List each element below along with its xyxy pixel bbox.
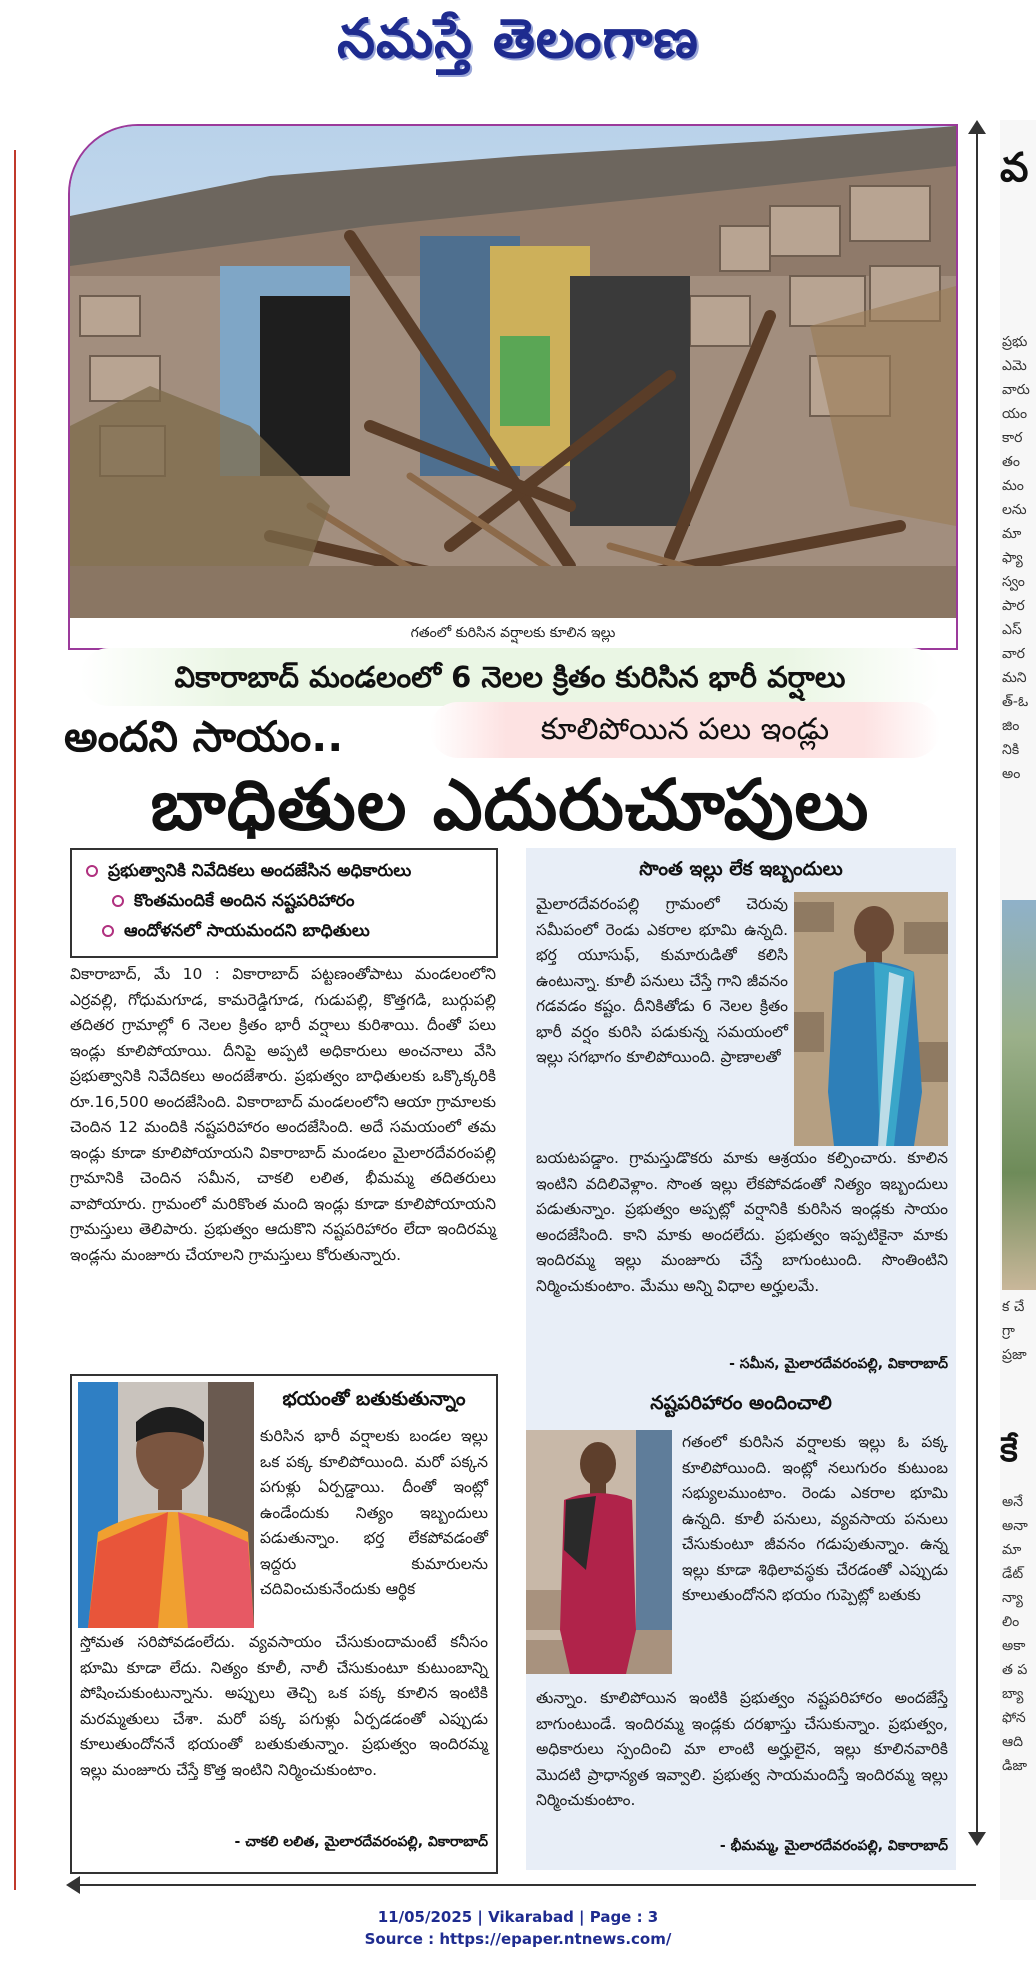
masthead — [0, 0, 1036, 80]
collapsed-house-photo — [70, 126, 956, 618]
main-story-body: వికారాబాద్, మే 10 : వికారాబాద్ పట్టణంతోపాటు మండలంలోని ఎర్రవల్లి, గోధుమగూడ, కామరెడ్డిగూడ, గుడుపల్లి, కొత్తగడి, బుర్గుపల్లి తదితర గ్రామాల్లో 6 నెలల క్రితం భారీ వర్షాలు కురిశాయి. దీంతో పలు ఇండ్లు కూలిపోయాయి. దీనిపై అప్పటి అధికారులు అంచనాలు వేసి ప్రభుత్వానికి నివేదికలు అందజేశారు. ప్రభుత్వం బాధితులకు ఒక్కొక్కరికి రూ.16,500 అందజేసింది. వికారాబాద్ మండలంలోని ఆయా గ్రామాలకు చెందిన 12 మందికి నష్టపరిహారం అందజేసింది. అదే సమయంలో తమ ఇండ్లు కూడా కూలిపోయాయని వికారాబాద్ మండలం మైలారదేవరంపల్లి గ్రామానికి చెందిన సమీన, చాకలి లలిత, భీమమ్మ తదితరులు వాపోయారు. గ్రామంలో మరికొంత మంది ఇండ్లు కూడా కూలిపోయాయని గ్రామస్తులు తెలిపారు. ప్రభుత్వం ఆదుకొని నష్టపరిహారం లేదా ఇందిరమ్మ ఇండ్లను మంజూరు చేయాలని గ్రామస్తులు కోరుతున్నారు. — [70, 965, 496, 1264]
headline-kicker-right: కూలిపోయిన పలు ఇండ్లు — [430, 702, 940, 758]
right-adjacent-column — [1000, 120, 1036, 1900]
right-strip-text: ప్రభు ఎమె వారు యం కార తం మం లను మా ఫ్యా స్వం పార ఎస్ వార మని త్-ఓ జిం నికి అం — [1002, 334, 1030, 782]
bullet-icon — [102, 925, 114, 937]
photo-caption: గతంలో కురిసిన వర్షాలకు కూలిన ఇల్లు — [70, 618, 956, 648]
left-strip-text — [0, 190, 12, 1390]
lalitha-story-box — [70, 1374, 498, 1874]
main-headline: బాధితుల ఎదురుచూపులు — [150, 764, 870, 846]
bheemamma-heading: నష్టపరిహారం అందించాలి — [650, 1392, 832, 1414]
highlight-item: ఆందోళనలో సాయమందని బాధితులు — [72, 918, 496, 944]
right-strip-caption: క చే గ్రా ప్రజా — [1002, 1299, 1027, 1363]
bheemamma-photo — [526, 1430, 672, 1674]
side-stories-box — [526, 848, 956, 1870]
right-strip-heading-2: కే — [1000, 1430, 1018, 1470]
sameena-text-top: మైలారదేవరంపల్లి గ్రామంలో చెరువు సమీపంలో రెండు ఎకరాల భూమి ఉన్నది. భర్త యూసుఫ్, కుమారుడితో కలిసి ఉంటున్నా. కూలీ పనులు చేస్తే గాని జీవనం గడవడం కష్టం. దీనికితోడు 6 నెలల క్రితం భారీ వర్షం కురిసి పడుకున్న సమయంలో ఇల్లు సగభాగం కూలిపోయింది. ప్రాణాలతో — [536, 895, 788, 1066]
up-arrow-icon — [968, 120, 986, 134]
page-footer — [0, 1906, 1036, 1950]
bheemamma-text-top: గతంలో కురిసిన వర్షాలకు ఇల్లు ఓ పక్క కూలిపోయింది. ఇంట్లో నలుగురం కుటుంబ సభ్యులముంటాం. రెండు ఎకరాల భూమి ఉన్నది. కూలీ పనులు, వ్యవసాయ పనులు చేసుకుంటూ జీవనం గడుపుతున్నాం. ఉన్న ఇల్లు కూడా శిథిలావస్థకు చేరడంతో ఎప్పుడు కూలుతుందోనని భయం గుప్పెట్లో బతుకు — [682, 1433, 948, 1604]
lalitha-text-bottom: స్తోమత సరిపోవడంలేదు. వ్యవసాయం చేసుకుందామంటే కనీసం భూమి కూడా లేదు. నిత్యం కూలీ, నాలీ చేసుకుంటూ కుటుంబాన్ని పోషించుకుంటున్నాను. అప్పులు తెచ్చి ఒక పక్క కూలిన ఇంటికి మరమ్మతులు చేశా. మరో పక్క పగుళ్లు ఏర్పడడంతో ఎప్పుడు కూలుతుందోననే భయంతో బతుకుతున్నాం. ప్రభుత్వం ఇందిరమ్మ ఇల్లు మంజూరు చేస్తే కొత్త ఇంటిని నిర్మించుకుంటాం. — [80, 1633, 488, 1779]
headline-kicker-left: అందని సాయం.. — [64, 712, 344, 761]
lalitha-photo — [78, 1382, 254, 1628]
lalitha-signature: - చాకలి లలిత, మైలారదేవరంపల్లి, వికారాబాద్ — [234, 1834, 488, 1850]
lalitha-heading: భయంతో బతుకుతున్నాం — [282, 1388, 466, 1410]
highlights-box — [70, 848, 498, 958]
edition-info: 11/05/2025 | Vikarabad | Page : 3 — [377, 1908, 659, 1926]
headline-banner-top: వికారాబాద్ మండలంలో 6 నెలల క్రితం కురిసిన భారీ వర్షాలు — [80, 648, 940, 706]
highlight-item: కొంతమందికే అందిన నష్టపరిహారం — [72, 888, 496, 914]
left-arrow-icon — [66, 1876, 80, 1894]
right-border-line — [976, 128, 978, 1838]
left-adjacent-column — [0, 150, 16, 1890]
right-strip-text-2: అనే అనా మా డేట్ న్యా లిం అకా త ప బ్యా ఫోన ఆది డిజా — [1002, 1494, 1028, 1774]
bullet-icon — [112, 895, 124, 907]
down-arrow-icon — [968, 1832, 986, 1846]
highlight-item: ప్రభుత్వానికి నివేదికలు అందజేసిన అధికారులు — [72, 858, 510, 884]
sameena-text-bottom: బయటపడ్డాం. గ్రామస్తుడొకరు మాకు ఆశ్రయం కల్పించారు. కూలిన ఇంటిని వదిలివెళ్లాం. సొంత ఇల్లు లేకపోవడంతో నిత్యం ఇబ్బందులు పడుతున్నాం. ప్రభుత్వం అప్పట్లో వర్షానికి కురిసిన ఇండ్లకు సాయం అందజేసింది. కాని మాకు అందలేదు. ప్రభుత్వం ఇప్పటికైనా మాకు ఇందిరమ్మ ఇల్లు మంజూరు చేస్తే బాగుంటుంది. సొంతింటిని నిర్మించుకుంటాం. మేము అన్ని విధాల అర్హులమే. — [536, 1149, 948, 1295]
bheemamma-text-bottom: తున్నాం. కూలిపోయిన ఇంటికి ప్రభుత్వం నష్టపరిహారం అందజేస్తే బాగుంటుండే. ఇందిరమ్మ ఇండ్లకు దరఖాస్తు చేసుకున్నాం. ప్రభుత్వం, అధికారులు స్పందించి మా లాంటి అర్హులైన, ఇల్లు కూలినవారికి మొదటి ప్రాధాన్యత ఇవ్వాలి. ప్రభుత్వ సాయమందిస్తే ఇందిరమ్మ ఇల్లు నిర్మించుకుంటాం. — [536, 1689, 948, 1809]
main-photo-frame — [68, 124, 958, 650]
right-strip-heading: వ — [1000, 145, 1029, 191]
lalitha-text-top: కురిసిన భారీ వర్షాలకు బండల ఇల్లు ఒక పక్క కూలిపోయింది. మరో పక్కన పగుళ్లు ఏర్పడ్డాయి. దీంతో ఇంట్లో ఉండేందుకు నిత్యం ఇబ్బందులు పడుతున్నాం. భర్త లేకపోవడంతో ఇద్దరు కుమారులను చదివించుకునేందుకు ఆర్థిక — [260, 1427, 488, 1598]
sameena-heading: సొంత ఇల్లు లేక ఇబ్బందులు — [639, 858, 843, 880]
newspaper-title: నమస్తే తెలంగాణ — [337, 6, 699, 70]
bottom-border-line — [78, 1884, 976, 1886]
bullet-icon — [86, 865, 98, 877]
sameena-photo — [794, 892, 948, 1146]
source-link[interactable]: Source : https://epaper.ntnews.com/ — [364, 1930, 672, 1948]
bheemamma-signature: - భీమమ్మ, మైలారదేవరంపల్లి, వికారాబాద్ — [719, 1838, 948, 1854]
sameena-signature: - సమీన, మైలారదేవరంపల్లి, వికారాబాద్ — [729, 1356, 948, 1372]
right-strip-photo — [1002, 900, 1036, 1290]
